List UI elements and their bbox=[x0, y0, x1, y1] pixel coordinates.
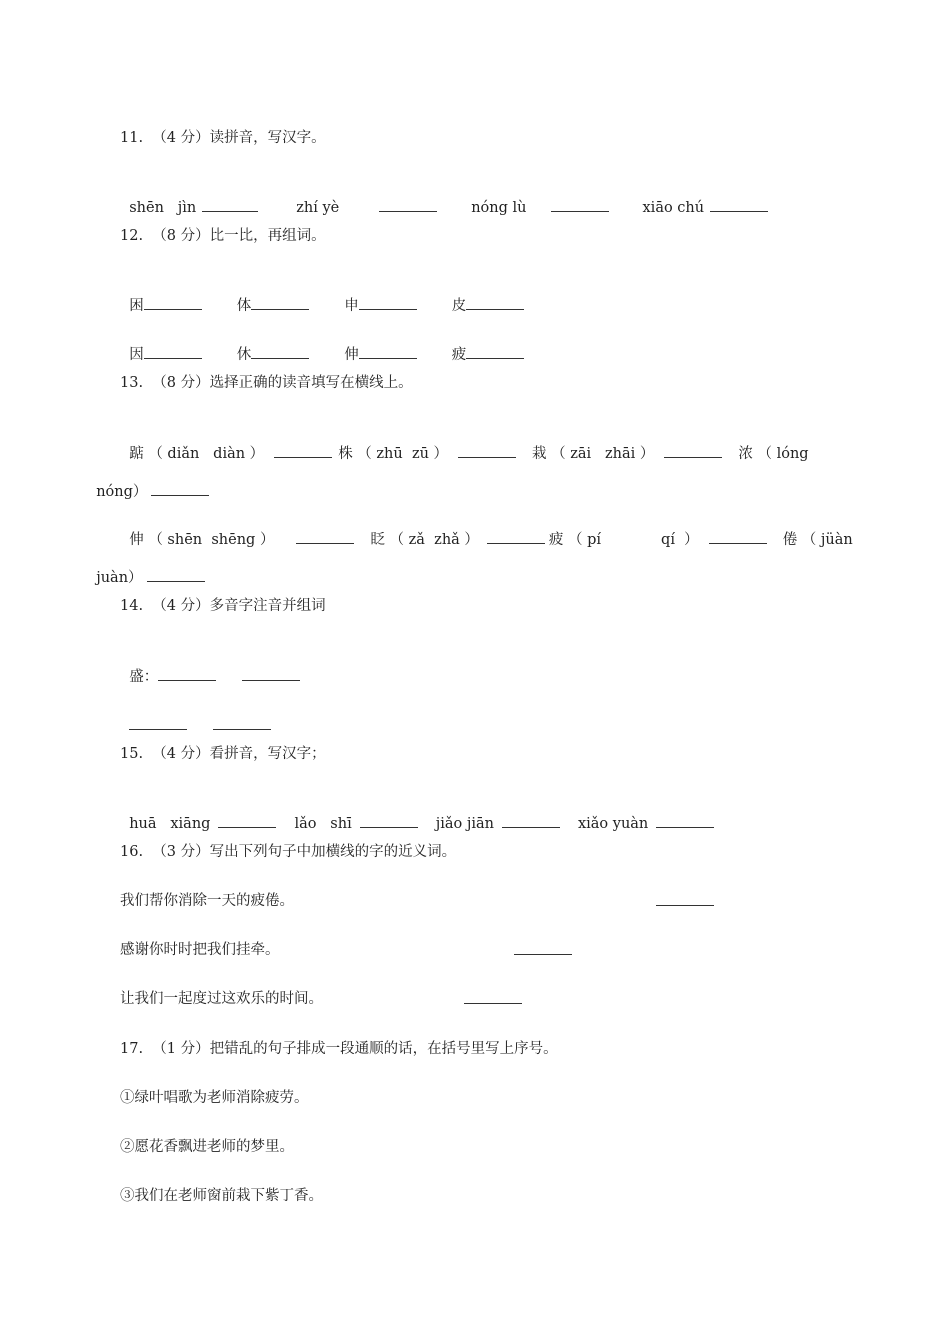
question-12-row-2 bbox=[120, 324, 524, 365]
answer-blank[interactable] bbox=[144, 344, 202, 359]
char-item: 疲 bbox=[451, 347, 467, 363]
answer-blank[interactable] bbox=[274, 443, 332, 458]
choice-item: 栽 （ zāi zhāi ） bbox=[532, 446, 655, 462]
answer-blank[interactable] bbox=[502, 813, 560, 828]
answer-blank[interactable] bbox=[360, 813, 418, 828]
choice-item: juàn） bbox=[96, 570, 143, 586]
question-12-row-1 bbox=[120, 275, 524, 316]
pinyin-item: shēn jìn bbox=[129, 200, 197, 216]
answer-blank[interactable] bbox=[296, 529, 354, 544]
question-16-sentence-3: 让我们一起度过这欢乐的时间。 bbox=[120, 991, 323, 1007]
pinyin-item: zhí yè bbox=[296, 200, 340, 216]
answer-blank[interactable] bbox=[213, 715, 271, 730]
question-14-row-2 bbox=[120, 695, 271, 736]
pinyin-item: jiǎo jiān bbox=[435, 816, 494, 832]
question-15-row bbox=[120, 793, 714, 834]
answer-blank[interactable] bbox=[129, 715, 187, 730]
choice-item: 眨 （ zǎ zhǎ ） bbox=[370, 532, 479, 548]
answer-blank[interactable] bbox=[147, 567, 205, 582]
question-17-sentence-1: ①绿叶唱歌为老师消除疲劳。 bbox=[120, 1090, 309, 1106]
question-15-title: 15. （4 分）看拼音，写汉字； bbox=[120, 746, 326, 762]
pinyin-item: lǎo shī bbox=[294, 816, 352, 832]
answer-blank[interactable] bbox=[466, 344, 524, 359]
question-13-row-1 bbox=[120, 423, 809, 464]
char-item: 休 bbox=[236, 347, 252, 363]
char-item: 伸 bbox=[344, 347, 359, 363]
question-16-title: 16. （3 分）写出下列句子中加横线的字的近义词。 bbox=[120, 844, 457, 860]
choice-item: 倦 （ jüàn bbox=[782, 532, 853, 548]
answer-blank[interactable] bbox=[218, 813, 276, 828]
question-13-title: 13. （8 分）选择正确的读音填写在横线上。 bbox=[120, 375, 413, 391]
pinyin-item: xiǎo yuàn bbox=[577, 816, 649, 832]
answer-blank[interactable] bbox=[487, 529, 545, 544]
answer-blank[interactable] bbox=[202, 197, 258, 212]
answer-blank[interactable] bbox=[466, 295, 524, 310]
char-item: 体 bbox=[236, 298, 252, 314]
choice-item: 伸 （ shēn shēng ） bbox=[129, 532, 275, 548]
answer-blank[interactable] bbox=[359, 295, 417, 310]
char-item: 困 bbox=[129, 298, 144, 314]
choice-item: 疲 （ pí bbox=[548, 532, 602, 548]
answer-blank[interactable] bbox=[251, 295, 309, 310]
pinyin-item: nóng lù bbox=[471, 200, 527, 216]
answer-blank[interactable] bbox=[151, 481, 209, 496]
question-11-row bbox=[120, 177, 768, 218]
char-item: 盛： bbox=[129, 669, 159, 685]
pinyin-item: huā xiāng bbox=[129, 816, 211, 832]
choice-item: qí ） bbox=[661, 532, 699, 548]
question-11-title: 11. （4 分）读拼音，写汉字。 bbox=[120, 130, 326, 146]
question-13-row-2 bbox=[120, 509, 853, 550]
choice-item: nóng） bbox=[96, 484, 148, 500]
answer-blank[interactable] bbox=[464, 989, 522, 1004]
answer-blank[interactable] bbox=[242, 666, 300, 681]
char-item: 因 bbox=[129, 347, 144, 363]
answer-blank[interactable] bbox=[709, 529, 767, 544]
answer-blank-row bbox=[656, 891, 714, 912]
answer-blank[interactable] bbox=[551, 197, 609, 212]
answer-blank[interactable] bbox=[514, 940, 572, 955]
question-13-row-1-cont bbox=[87, 461, 209, 502]
answer-blank[interactable] bbox=[656, 891, 714, 906]
answer-blank-row bbox=[464, 989, 522, 1010]
choice-item: 踮 （ diǎn diàn ） bbox=[129, 446, 265, 462]
question-13-row-2-cont bbox=[87, 547, 205, 588]
question-17-title: 17. （1 分）把错乱的句子排成一段通顺的话，在括号里写上序号。 bbox=[120, 1041, 558, 1057]
answer-blank[interactable] bbox=[251, 344, 309, 359]
question-16-sentence-1: 我们帮你消除一天的疲倦。 bbox=[120, 893, 294, 909]
question-16-sentence-2: 感谢你时时把我们挂牵。 bbox=[120, 942, 280, 958]
answer-blank-row bbox=[514, 940, 572, 961]
question-17-sentence-2: ②愿花香飘进老师的梦里。 bbox=[120, 1139, 294, 1155]
question-17-sentence-3: ③我们在老师窗前栽下紫丁香。 bbox=[120, 1188, 323, 1204]
choice-item: 株 （ zhū zū ） bbox=[338, 446, 449, 462]
pinyin-item: xiāo chú bbox=[642, 200, 705, 216]
answer-blank[interactable] bbox=[359, 344, 417, 359]
answer-blank[interactable] bbox=[710, 197, 768, 212]
question-14-row-1 bbox=[120, 646, 300, 687]
question-14-title: 14. （4 分）多音字注音并组词 bbox=[120, 598, 326, 614]
answer-blank[interactable] bbox=[158, 666, 216, 681]
answer-blank[interactable] bbox=[379, 197, 437, 212]
char-item: 申 bbox=[344, 298, 359, 314]
answer-blank[interactable] bbox=[144, 295, 202, 310]
answer-blank[interactable] bbox=[458, 443, 516, 458]
choice-item: 浓 （ lóng bbox=[738, 446, 809, 462]
question-12-title: 12. （8 分）比一比，再组词。 bbox=[120, 228, 326, 244]
char-item: 皮 bbox=[451, 298, 467, 314]
answer-blank[interactable] bbox=[664, 443, 722, 458]
answer-blank[interactable] bbox=[656, 813, 714, 828]
